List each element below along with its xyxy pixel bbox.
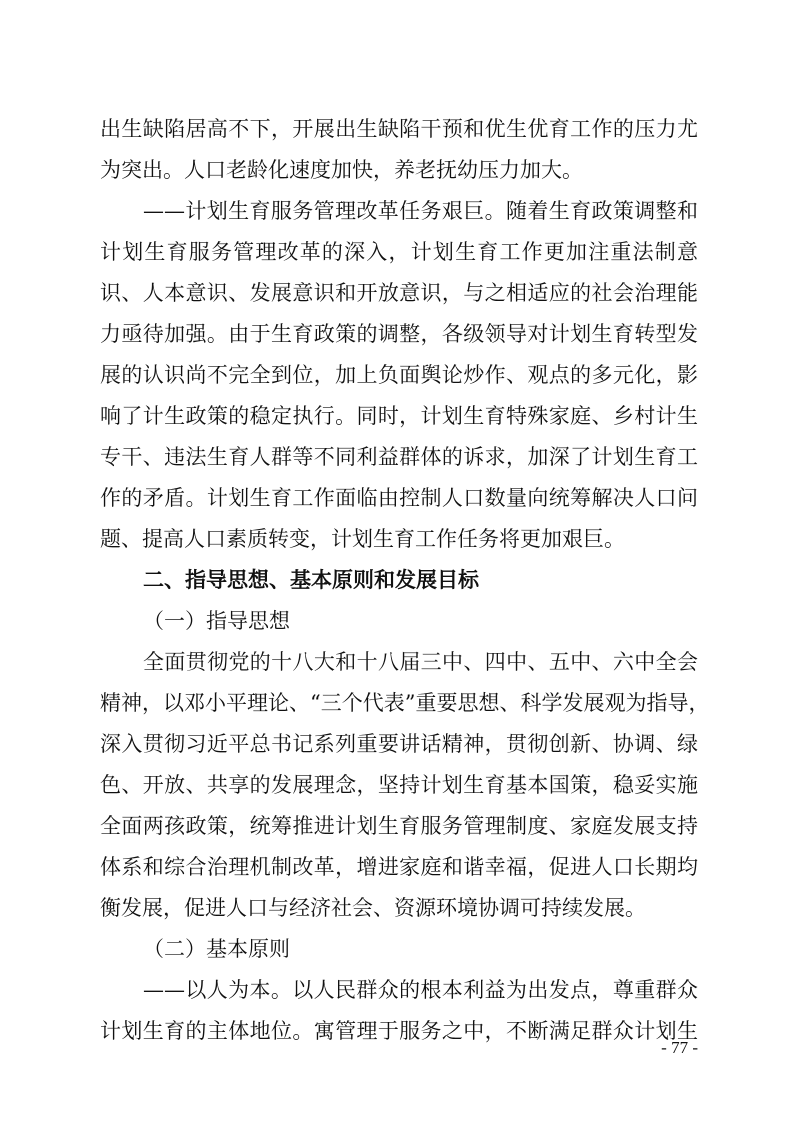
subsection-heading: （二）基本原则 xyxy=(143,937,290,961)
body-text-line: 力亟待加强。由于生育政策的调整，各级领导对计划生育转型发 xyxy=(100,322,698,346)
body-text-line: 色、开放、共享的发展理念，坚持计划生育基本国策，稳妥实施 xyxy=(100,773,698,797)
body-text-line: 体系和综合治理机制改革，增进家庭和谐幸福，促进人口长期均 xyxy=(100,855,698,879)
body-text-line: 响了计生政策的稳定执行。同时，计划生育特殊家庭、乡村计生 xyxy=(100,404,698,428)
paragraph-first-line: ——计划生育服务管理改革任务艰巨。随着生育政策调整和 xyxy=(143,199,698,223)
body-text-line: 作的矛盾。计划生育工作面临由控制人口数量向统筹解决人口问 xyxy=(100,486,698,510)
body-text-line: 题、提高人口素质转变，计划生育工作任务将更加艰巨。 xyxy=(100,527,625,551)
body-text-line: 展的认识尚不完全到位，加上负面舆论炒作、观点的多元化，影 xyxy=(100,363,698,387)
body-text-line: 衡发展，促进人口与经济社会、资源环境协调可持续发展。 xyxy=(100,896,646,920)
body-text-line: 专干、违法生育人群等不同利益群体的诉求，加深了计划生育工 xyxy=(100,445,698,469)
body-text-line: 深入贯彻习近平总书记系列重要讲话精神，贯彻创新、协调、绿 xyxy=(100,732,698,756)
body-text-line: 出生缺陷居高不下，开展出生缺陷干预和优生优育工作的压力尤 xyxy=(100,117,698,141)
paragraph-first-line: 全面贯彻党的十八大和十八届三中、四中、五中、六中全会 xyxy=(143,650,698,674)
section-heading: 二、指导思想、基本原则和发展目标 xyxy=(143,568,479,592)
body-text-line: 识、人本意识、发展意识和开放意识，与之相适应的社会治理能 xyxy=(100,281,698,305)
body-text-line: 精神，以邓小平理论、“三个代表”重要思想、科学发展观为指导， xyxy=(100,691,710,715)
body-text-line: 全面两孩政策，统筹推进计划生育服务管理制度、家庭发展支持 xyxy=(100,814,698,838)
body-text-line: 为突出。人口老龄化速度加快，养老抚幼压力加大。 xyxy=(100,158,583,182)
subsection-heading: （一）指导思想 xyxy=(143,609,290,633)
page-number: - 77 - xyxy=(661,1038,698,1057)
body-text-line: 计划生育服务管理改革的深入，计划生育工作更加注重法制意 xyxy=(100,240,698,264)
paragraph-first-line: ——以人为本。以人民群众的根本利益为出发点，尊重群众 xyxy=(143,978,698,1002)
body-text-line: 计划生育的主体地位。寓管理于服务之中，不断满足群众计划生 xyxy=(100,1019,698,1043)
